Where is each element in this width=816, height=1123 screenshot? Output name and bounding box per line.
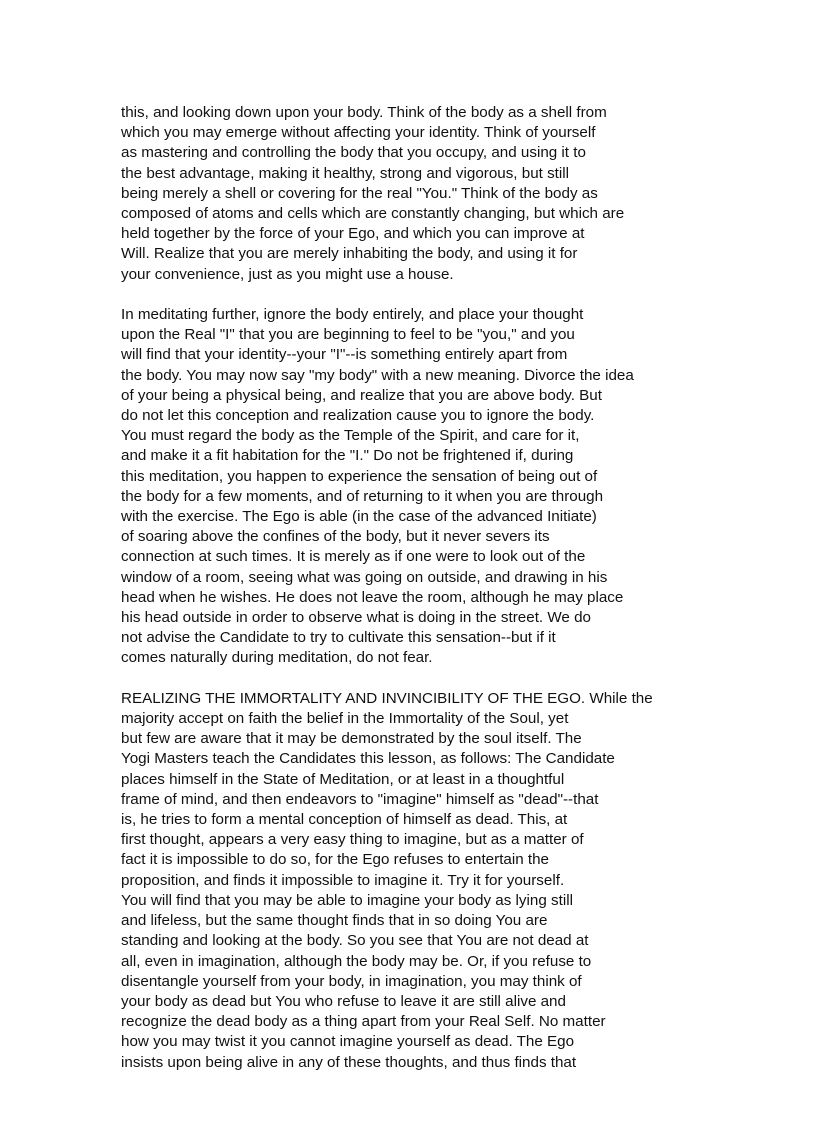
text-line: the body. You may now say "my body" with a new meaning. Divorce the idea xyxy=(121,366,634,384)
text-line: connection at such times. It is merely as if one were to look out of the xyxy=(121,548,586,566)
paragraph-1 xyxy=(121,103,801,285)
text-line: held together by the force of your Ego, and which you can improve at xyxy=(121,225,585,243)
text-line: the best advantage, making it healthy, strong and vigorous, but still xyxy=(121,164,570,182)
text-line: standing and looking at the body. So you see that You are not dead at xyxy=(121,932,589,950)
text-line: but few are aware that it may be demonstrated by the soul itself. The xyxy=(121,730,582,748)
text-line: with the exercise. The Ego is able (in the case of the advanced Initiate) xyxy=(121,508,597,526)
text-line: insists upon being alive in any of these thoughts, and thus finds that xyxy=(121,1053,577,1071)
text-line: upon the Real "I" that you are beginning to feel to be "you," and you xyxy=(121,326,575,344)
text-line: being merely a shell or covering for the real "You." Think of the body as xyxy=(121,184,598,202)
text-line: comes naturally during meditation, do not fear. xyxy=(121,649,433,667)
text-line: first thought, appears a very easy thing to imagine, but as a matter of xyxy=(121,831,584,849)
text-line: of your being a physical being, and realize that you are above body. But xyxy=(121,386,602,404)
text-line: recognize the dead body as a thing apart from your Real Self. No matter xyxy=(121,1013,606,1031)
text-line: this meditation, you happen to experience the sensation of being out of xyxy=(121,467,598,485)
text-line: his head outside in order to observe what is doing in the street. We do xyxy=(121,609,591,627)
text-line: composed of atoms and cells which are constantly changing, but which are xyxy=(121,205,625,223)
text-line: will find that your identity--your "I"--is something entirely apart from xyxy=(121,346,568,364)
text-line: majority accept on faith the belief in the Immortality of the Soul, yet xyxy=(121,710,569,728)
body-text xyxy=(121,103,801,1073)
text-line: Yogi Masters teach the Candidates this lesson, as follows: The Candidate xyxy=(121,750,615,768)
text-line: all, even in imagination, although the body may be. Or, if you refuse to xyxy=(121,952,592,970)
text-line: disentangle yourself from your body, in imagination, you may think of xyxy=(121,972,582,990)
text-line: You must regard the body as the Temple of the Spirit, and care for it, xyxy=(121,427,580,445)
text-line: your convenience, just as you might use a house. xyxy=(121,265,454,283)
text-line: the body for a few moments, and of returning to it when you are through xyxy=(121,487,604,505)
text-line: as mastering and controlling the body that you occupy, and using it to xyxy=(121,144,586,162)
text-line: In meditating further, ignore the body entirely, and place your thought xyxy=(121,306,584,324)
text-line: fact it is impossible to do so, for the Ego refuses to entertain the xyxy=(121,851,550,869)
text-line: head when he wishes. He does not leave the room, although he may place xyxy=(121,588,624,606)
text-line: and lifeless, but the same thought finds that in so doing You are xyxy=(121,912,548,930)
text-line: frame of mind, and then endeavors to "imagine" himself as "dead"--that xyxy=(121,790,599,808)
text-line: and make it a fit habitation for the "I." Do not be frightened if, during xyxy=(121,447,574,465)
text-line: Will. Realize that you are merely inhabiting the body, and using it for xyxy=(121,245,578,263)
text-line: places himself in the State of Meditation, or at least in a thoughtful xyxy=(121,770,565,788)
text-line: your body as dead but You who refuse to leave it are still alive and xyxy=(121,992,566,1010)
text-line: do not let this conception and realization cause you to ignore the body. xyxy=(121,407,595,425)
text-line: window of a room, seeing what was going on outside, and drawing in his xyxy=(121,568,608,586)
paragraph-2 xyxy=(121,305,801,669)
text-line: is, he tries to form a mental conception of himself as dead. This, at xyxy=(121,811,568,829)
text-line: REALIZING THE IMMORTALITY AND INVINCIBILITY OF THE EGO. While the xyxy=(121,689,653,707)
text-line: this, and looking down upon your body. Think of the body as a shell from xyxy=(121,104,607,121)
text-line: which you may emerge without affecting your identity. Think of yourself xyxy=(121,124,596,142)
paragraph-3 xyxy=(121,689,801,1073)
text-line: proposition, and finds it impossible to imagine it. Try it for yourself. xyxy=(121,871,565,889)
text-line: how you may twist it you cannot imagine yourself as dead. The Ego xyxy=(121,1033,575,1051)
text-line: of soaring above the confines of the body, but it never severs its xyxy=(121,528,550,546)
text-line: not advise the Candidate to try to cultivate this sensation--but if it xyxy=(121,629,556,647)
text-line: You will find that you may be able to imagine your body as lying still xyxy=(121,891,573,909)
